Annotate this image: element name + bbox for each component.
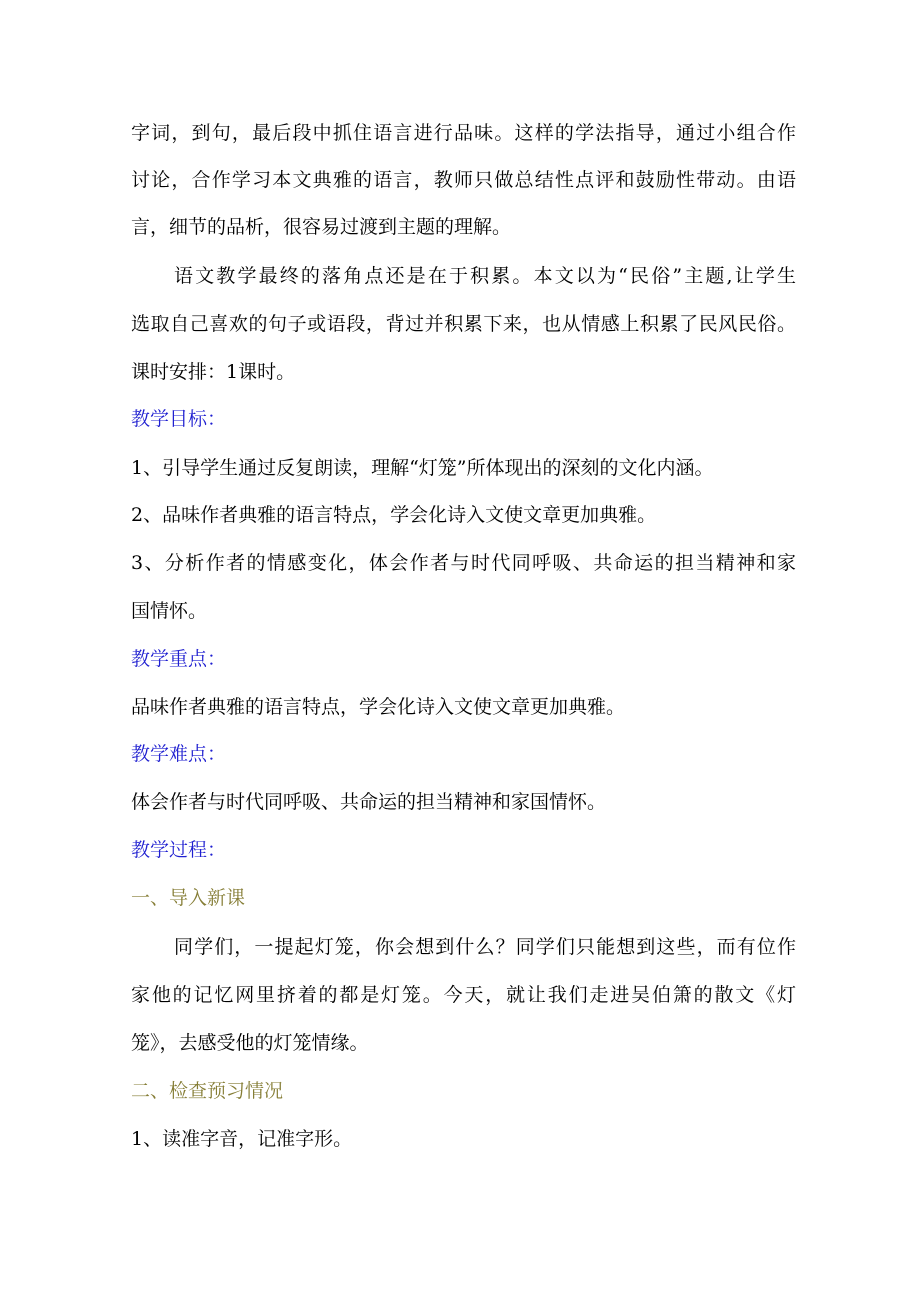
section-1-heading: 一、导入新课 — [131, 887, 246, 909]
accumulation-line-1: 语文教学最终的落角点还是在于积累。本文以为“民俗”主题,让学生 — [174, 265, 796, 287]
objective-item-3-continued: 国情怀。 — [131, 600, 208, 622]
difficulty-heading: 教学难点： — [131, 743, 227, 765]
objectives-heading: 教学目标： — [131, 408, 227, 430]
section-2-item-1: 1、读准字音，记准字形。 — [131, 1128, 353, 1150]
key-point-heading: 教学重点： — [131, 648, 227, 670]
key-point-text: 品味作者典雅的语言特点，学会化诗入文使文章更加典雅。 — [131, 696, 626, 718]
intro-line-3: 言，细节的品析，很容易过渡到主题的理解。 — [131, 216, 512, 238]
intro-line-2: 讨论，合作学习本文典雅的语言，教师只做总结性点评和鼓励性带动。由语 — [131, 169, 796, 191]
intro-line-1: 字词，到句，最后段中抓住语言进行品味。这样的学法指导，通过小组合作 — [131, 122, 796, 144]
difficulty-text: 体会作者与时代同呼吸、共命运的担当精神和家国情怀。 — [131, 791, 607, 813]
schedule-line: 课时安排：1课时。 — [131, 361, 296, 383]
section-1-line-1: 同学们，一提起灯笼，你会想到什么？同学们只能想到这些，而有位作 — [174, 936, 796, 958]
section-1-line-2: 家他的记忆网里挤着的都是灯笼。今天，就让我们走进吴伯箫的散文《灯 — [131, 984, 796, 1006]
section-2-heading: 二、检查预习情况 — [131, 1080, 284, 1102]
accumulation-line-2: 选取自己喜欢的句子或语段，背过并积累下来，也从情感上积累了民风民俗。 — [131, 313, 796, 335]
section-1-line-3: 笼》，去感受他的灯笼情缘。 — [131, 1032, 369, 1054]
objective-item-1: 1、引导学生通过反复朗读，理解“灯笼”所体现出的深刻的文化内涵。 — [131, 457, 714, 479]
objective-item-2: 2、品味作者典雅的语言特点，学会化诗入文使文章更加典雅。 — [131, 504, 657, 526]
objective-item-3: 3、分析作者的情感变化，体会作者与时代同呼吸、共命运的担当精神和家 — [131, 552, 796, 574]
process-heading: 教学过程： — [131, 839, 227, 861]
